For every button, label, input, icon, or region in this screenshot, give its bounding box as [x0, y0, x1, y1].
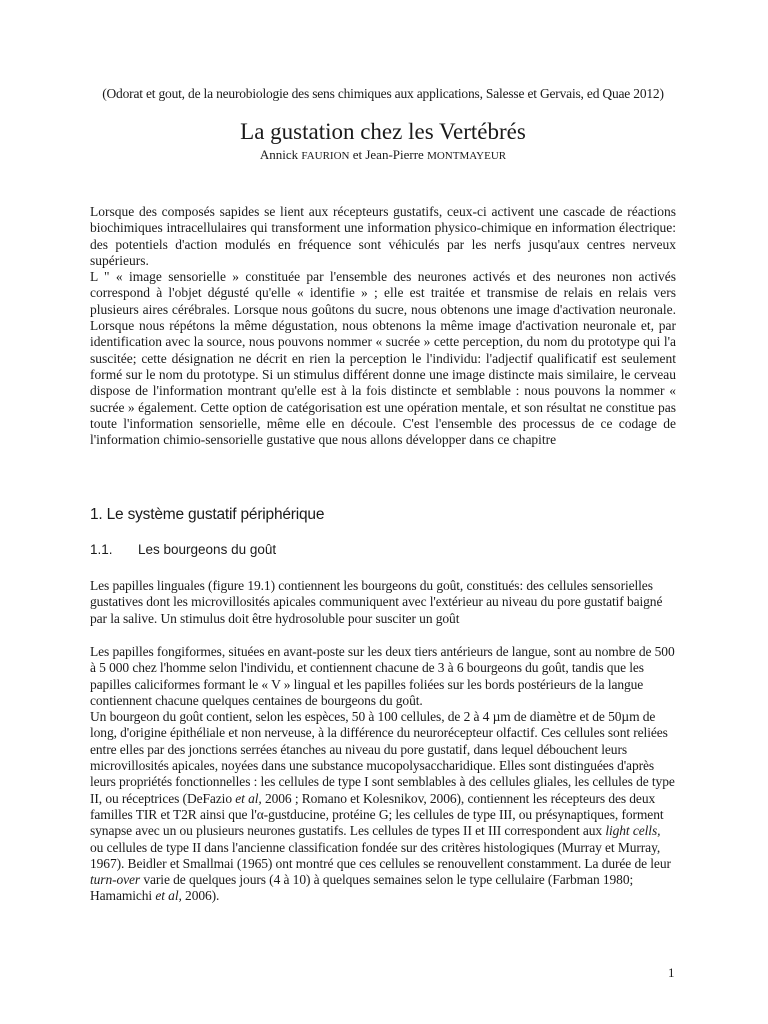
- italic-run: turn-over: [90, 872, 141, 888]
- text-run: 2006 ; Romano et Kolesnikov, 2006), contiennent les récepteurs des deux familles TIR et T2R ainsi que l'α-gustducine, protéine G; les cellules de type III, ou présynaptiques, forment synapse avec un ou plusieurs neurones gustatifs. Les cellules de types II et III correspondent aux: [90, 790, 664, 839]
- section-heading: 1. Le système gustatif périphérique: [90, 506, 325, 523]
- paragraph-fongiformes: [90, 644, 676, 905]
- intro-paragraph-2: L " « image sensorielle » constituée par l'ensemble des neurones activés et des neurones non activés correspond à l'objet dégusté qu'elle « identifie » ; elle est traitée et transmise de relais en relais vers plusieurs aires cérébrales. Lorsque nous goûtons du sucre, nous obtenons une image d'activation neuronale. Lorsque nous répétons la même dégustation, nous obtenons la même image d'activation neuronale et, par identification avec la source, nous pouvons nommer « sucrée » cette perception, du nom du prototype qui l'a suscitée; cette désignation ne décrit en rien la perception le l'individu: l'adjectif qualificatif est seulement formé sur le nom du prototype. Si un stimulus différent donne une image distincte mais similaire, le cerveau dispose de l'information montrant qu'elle est à la fois distincte et semblable : nous pouvons la nommer « sucrée » également. Cette option de catégorisation est une opération mentale, et son résultat ne constitue pas toute l'information sensorielle, même elle en découle. C'est l'ensemble des processus de ce codage de l'information chimio-sensorielle gustative que nous allons développer dans ce chapitre: [90, 269, 676, 448]
- italic-run: et al,: [235, 790, 262, 806]
- text-run: Un bourgeon du goût contient, selon les espèces, 50 à 100 cellules, de 2 à 4 µm de diamètre et de 50µm de long, d'origine épithéliale et non nerveuse, à la différence du neurorécepteur olfactif. Ces cellules sont reliées entre elles par des jonctions serrées étanches au niveau du pore gustatif, dans lequel débouchent leurs microvillosités apicales, noyées dans une substance mucopolysaccharidique. Elles sont distinguées d'après leurs propriétés fonctionnelles : les cellules de type I sont semblables à des cellules gliales, les cellules de type II, ou réceptrices (DeFazio: [90, 709, 675, 806]
- author-separator: et Jean-Pierre: [349, 147, 428, 162]
- paragraph-papilles-text: Les papilles linguales (figure 19.1) contiennent les bourgeons du goût, constitués: des cellules sensorielles gustatives dont les microvillosités apicales communiquent avec l'extérieur au niveau du pore gustatif baigné par la salive. Un stimulus doit être hydrosoluble pour susciter un goût: [90, 578, 663, 626]
- italic-run: light cells,: [605, 823, 661, 839]
- author-1-first: Annick: [259, 147, 302, 162]
- authors-line: [90, 147, 676, 163]
- italic-run: et al,: [155, 888, 182, 904]
- text-run: varie de quelques jours (4 à 10) à quelques semaines selon le type cellulaire (Farbman 1980; Hamamichi: [90, 872, 634, 904]
- subsection-number: 1.1.: [90, 542, 113, 557]
- text-run: ou cellules de type II dans l'ancienne classification fondée sur des critères histologiques (Murray et Murray, 1967). Beidler et Smallmai (1965) ont montré que ces cellules se renouvellent constamment. La durée de leur: [90, 839, 671, 871]
- paragraph-fongiformes-1: Les papilles fongiformes, situées en avant-poste sur les deux tiers antérieurs de langue, sont au nombre de 500 à 5 000 chez l'homme selon l'individu, et contiennent chacune de 3 à 6 bourgeons du goût, tandis que les papilles caliciformes formant le « V » lingual et les papilles foliées sur les bords postérieurs de la langue contiennent chacune quelques centaines de bourgeons du goût.: [90, 644, 675, 708]
- text-run: 2006).: [181, 888, 220, 904]
- subsection-title: Les bourgeons du goût: [138, 542, 277, 557]
- citation-line: (Odorat et gout, de la neurobiologie des sens chimiques aux applications, Salesse et Gervais, ed Quae 2012): [102, 86, 664, 101]
- paragraph-papilles: [90, 578, 676, 627]
- author-1-last: FAURION: [301, 150, 350, 162]
- author-2-last: MONTMAYEUR: [427, 150, 507, 162]
- intro-section: [90, 204, 676, 448]
- page-number: 1: [668, 965, 675, 980]
- paragraph-bourgeon: [90, 709, 676, 905]
- page-title: La gustation chez les Vertébrés: [240, 119, 526, 144]
- intro-paragraph-1: Lorsque des composés sapides se lient aux récepteurs gustatifs, ceux-ci activent une cascade de réactions biochimiques intracellulaires qui transforment une information physico-chimique en information électrique: des potentiels d'action modulés en fréquence sont véhiculés par les nerfs jusqu'aux centres nerveux supérieurs.: [90, 204, 676, 268]
- subsection-heading: [90, 542, 276, 557]
